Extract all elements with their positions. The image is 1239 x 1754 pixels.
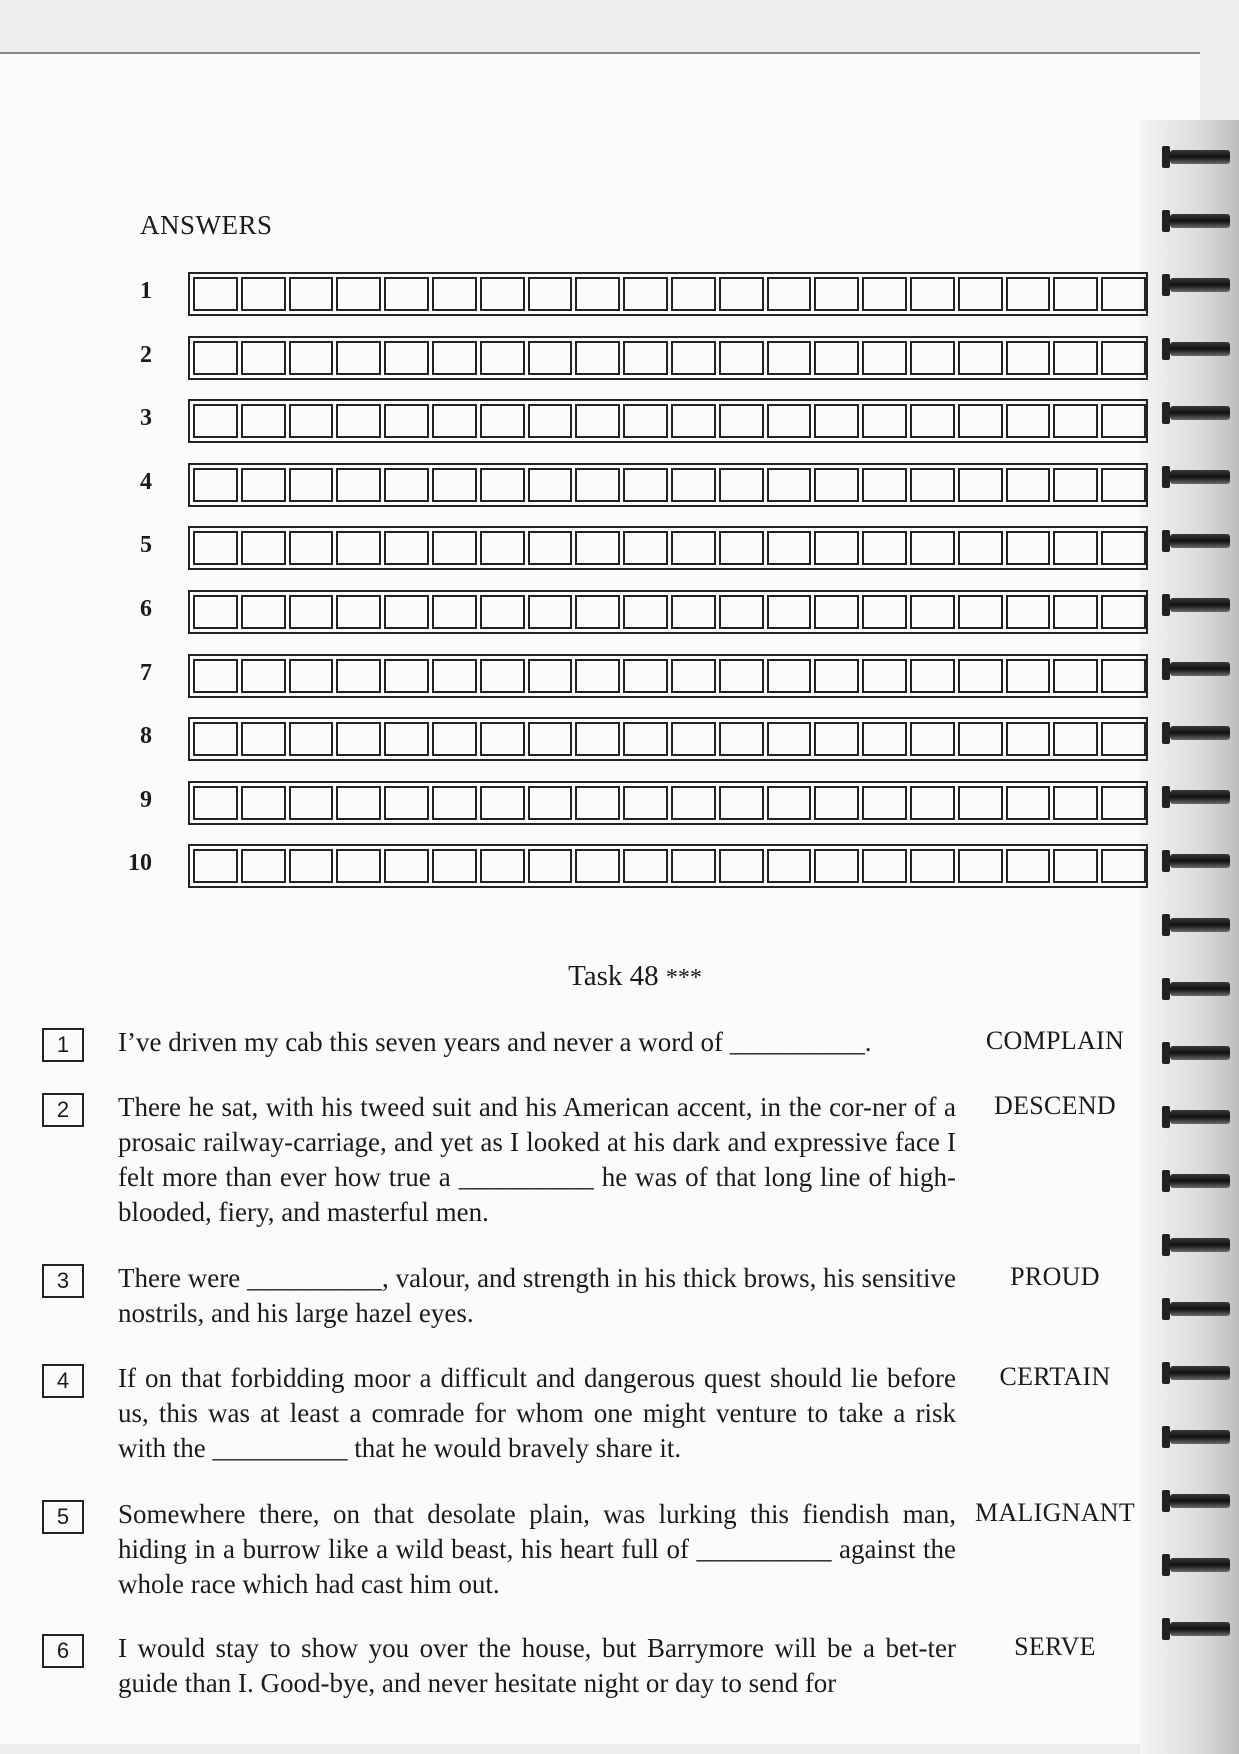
- answer-cell[interactable]: [289, 341, 334, 375]
- answer-cell[interactable]: [671, 404, 716, 438]
- answer-cell[interactable]: [623, 277, 668, 311]
- answer-cell[interactable]: [958, 277, 1003, 311]
- answer-cell[interactable]: [241, 659, 286, 693]
- answer-cell[interactable]: [480, 468, 525, 502]
- answer-cell[interactable]: [193, 404, 238, 438]
- answer-cell[interactable]: [719, 277, 764, 311]
- answer-row-7[interactable]: [188, 654, 1148, 698]
- answer-cell[interactable]: [241, 468, 286, 502]
- answer-cell[interactable]: [1053, 659, 1098, 693]
- answer-cell[interactable]: [623, 722, 668, 756]
- answer-cell[interactable]: [289, 404, 334, 438]
- answer-cell[interactable]: [384, 659, 429, 693]
- answer-cell[interactable]: [814, 659, 859, 693]
- answer-cell[interactable]: [1101, 468, 1146, 502]
- spiral-binding: [1140, 120, 1239, 1754]
- answer-cell[interactable]: [1006, 341, 1051, 375]
- answer-cell[interactable]: [480, 531, 525, 565]
- answer-row-10[interactable]: [188, 844, 1148, 888]
- answer-cell[interactable]: [575, 277, 620, 311]
- answer-cell[interactable]: [480, 341, 525, 375]
- answer-cell[interactable]: [623, 531, 668, 565]
- answer-cell[interactable]: [862, 531, 907, 565]
- answer-cell[interactable]: [958, 341, 1003, 375]
- answer-cell[interactable]: [910, 531, 955, 565]
- answer-cell[interactable]: [767, 468, 812, 502]
- binding-coil: [1170, 726, 1230, 740]
- answer-cell[interactable]: [719, 404, 764, 438]
- binding-coil: [1170, 1046, 1230, 1060]
- answer-cell[interactable]: [528, 849, 573, 883]
- answer-cell[interactable]: [767, 341, 812, 375]
- answer-cell[interactable]: [336, 531, 381, 565]
- binding-coil: [1170, 342, 1230, 356]
- answer-cell[interactable]: [958, 849, 1003, 883]
- answer-cell[interactable]: [1101, 404, 1146, 438]
- answer-cell[interactable]: [432, 786, 477, 820]
- answer-cell[interactable]: [671, 849, 716, 883]
- answer-cell[interactable]: [671, 468, 716, 502]
- answer-cell[interactable]: [241, 277, 286, 311]
- answer-cell[interactable]: [241, 341, 286, 375]
- binding-coil: [1170, 470, 1230, 484]
- answer-cell[interactable]: [1006, 531, 1051, 565]
- answer-row-3[interactable]: [188, 399, 1148, 443]
- answer-cell[interactable]: [958, 531, 1003, 565]
- answer-row-number: 6: [140, 596, 152, 622]
- answer-cell[interactable]: [384, 277, 429, 311]
- item-keyword: CERTAIN: [999, 1362, 1111, 1391]
- answer-cell[interactable]: [862, 722, 907, 756]
- answer-cell[interactable]: [1101, 659, 1146, 693]
- binding-coil: [1170, 1110, 1230, 1124]
- answer-cell[interactable]: [1006, 659, 1051, 693]
- answer-row-6[interactable]: [188, 590, 1148, 634]
- answer-row-number: 3: [140, 405, 152, 432]
- binding-coil: [1170, 598, 1230, 612]
- binding-coil: [1170, 918, 1230, 932]
- answer-cell[interactable]: [1101, 849, 1146, 883]
- answer-row-5[interactable]: [188, 526, 1148, 570]
- item-sentence: There were __________, valour, and strength in his thick brows, his sensitive nostrils, and his large hazel eyes.: [118, 1263, 956, 1328]
- binding-coil: [1170, 1302, 1230, 1316]
- answer-cell[interactable]: [958, 468, 1003, 502]
- answer-cell[interactable]: [1006, 468, 1051, 502]
- answer-cell[interactable]: [384, 531, 429, 565]
- answer-cell[interactable]: [480, 786, 525, 820]
- answer-cell[interactable]: [432, 531, 477, 565]
- item-sentence: I would stay to show you over the house, but Barrymore will be a bet-ter guide than I. Good-bye, and never hesitate night or day to send for: [118, 1633, 956, 1698]
- item-number: 3: [42, 1264, 84, 1298]
- answer-cell[interactable]: [1053, 722, 1098, 756]
- item-keyword: SERVE: [1014, 1632, 1096, 1661]
- answer-cell[interactable]: [528, 404, 573, 438]
- answer-cell[interactable]: [910, 786, 955, 820]
- answer-cell[interactable]: [432, 341, 477, 375]
- answer-cell[interactable]: [1053, 786, 1098, 820]
- answer-row-2[interactable]: [188, 336, 1148, 380]
- answer-cell[interactable]: [1006, 404, 1051, 438]
- answer-cell[interactable]: [719, 849, 764, 883]
- answer-cell[interactable]: [910, 849, 955, 883]
- answer-cell[interactable]: [575, 468, 620, 502]
- answer-cell[interactable]: [289, 595, 334, 629]
- answer-cell[interactable]: [767, 531, 812, 565]
- answer-row-9[interactable]: [188, 781, 1148, 825]
- answer-cell[interactable]: [814, 531, 859, 565]
- answer-cell[interactable]: [289, 277, 334, 311]
- answer-cell[interactable]: [336, 786, 381, 820]
- binding-coil: [1170, 214, 1230, 228]
- answer-cell[interactable]: [623, 595, 668, 629]
- item-number: 5: [42, 1500, 84, 1534]
- answer-cell[interactable]: [1053, 468, 1098, 502]
- binding-coil: [1170, 278, 1230, 292]
- answer-cell[interactable]: [384, 722, 429, 756]
- answer-row-number: 4: [140, 468, 152, 495]
- answer-cell[interactable]: [384, 468, 429, 502]
- binding-coil: [1170, 1558, 1230, 1572]
- answer-cell[interactable]: [432, 468, 477, 502]
- answer-cell[interactable]: [767, 277, 812, 311]
- difficulty-stars: ***: [665, 965, 702, 991]
- binding-coil: [1170, 1238, 1230, 1252]
- item-number: 6: [42, 1634, 84, 1668]
- answer-cell[interactable]: [910, 277, 955, 311]
- answer-cell[interactable]: [241, 722, 286, 756]
- answer-cell[interactable]: [1006, 595, 1051, 629]
- answer-cell[interactable]: [575, 786, 620, 820]
- answer-row-8[interactable]: [188, 717, 1148, 761]
- answer-cell[interactable]: [575, 722, 620, 756]
- answer-cell[interactable]: [862, 404, 907, 438]
- answer-cell[interactable]: [575, 341, 620, 375]
- answer-cell[interactable]: [241, 786, 286, 820]
- answer-cell[interactable]: [336, 468, 381, 502]
- answer-cell[interactable]: [623, 341, 668, 375]
- item-sentence: If on that forbidding moor a difficult and dangerous quest should lie before us, this was at least a comrade for whom one might venture to take a risk with the __________ that he would bravely share it.: [118, 1363, 956, 1463]
- answer-cell[interactable]: [623, 659, 668, 693]
- answer-cell[interactable]: [1101, 341, 1146, 375]
- task-title: [0, 960, 1239, 993]
- answer-cell[interactable]: [336, 341, 381, 375]
- answer-cell[interactable]: [432, 722, 477, 756]
- answer-cell[interactable]: [910, 595, 955, 629]
- answer-cell[interactable]: [1053, 341, 1098, 375]
- answer-cell[interactable]: [575, 849, 620, 883]
- answer-cell[interactable]: [480, 595, 525, 629]
- answer-cell[interactable]: [480, 277, 525, 311]
- answer-cell[interactable]: [384, 595, 429, 629]
- answer-cell[interactable]: [767, 595, 812, 629]
- item-number: 4: [42, 1364, 84, 1398]
- answer-cell[interactable]: [241, 531, 286, 565]
- answer-cell[interactable]: [862, 595, 907, 629]
- answer-cell[interactable]: [767, 659, 812, 693]
- answer-cell[interactable]: [336, 595, 381, 629]
- answer-cell[interactable]: [241, 595, 286, 629]
- answer-cell[interactable]: [958, 404, 1003, 438]
- answer-cell[interactable]: [289, 786, 334, 820]
- answer-cell[interactable]: [719, 786, 764, 820]
- answer-row-number: 5: [140, 532, 152, 559]
- answer-cell[interactable]: [671, 277, 716, 311]
- binding-coil: [1170, 534, 1230, 548]
- answer-cell[interactable]: [575, 595, 620, 629]
- answer-cell[interactable]: [528, 468, 573, 502]
- item-keyword: DESCEND: [994, 1091, 1116, 1120]
- answer-cell[interactable]: [384, 404, 429, 438]
- answer-cell[interactable]: [814, 849, 859, 883]
- answer-cell[interactable]: [958, 786, 1003, 820]
- answer-cell[interactable]: [193, 468, 238, 502]
- answer-cell[interactable]: [528, 786, 573, 820]
- answer-cell[interactable]: [336, 659, 381, 693]
- answer-cell[interactable]: [814, 277, 859, 311]
- binding-coil: [1170, 1430, 1230, 1444]
- answer-cell[interactable]: [719, 341, 764, 375]
- answer-row-number: 9: [140, 786, 152, 813]
- answer-cell[interactable]: [384, 849, 429, 883]
- binding-coil: [1170, 1622, 1230, 1636]
- answer-cell[interactable]: [719, 595, 764, 629]
- answer-cell[interactable]: [336, 722, 381, 756]
- answer-cell[interactable]: [528, 722, 573, 756]
- answer-cell[interactable]: [862, 468, 907, 502]
- answer-cell[interactable]: [384, 786, 429, 820]
- answer-cell[interactable]: [862, 341, 907, 375]
- answer-cell[interactable]: [336, 277, 381, 311]
- answer-cell[interactable]: [910, 341, 955, 375]
- answer-cell[interactable]: [814, 722, 859, 756]
- answer-cell[interactable]: [432, 277, 477, 311]
- answer-cell[interactable]: [241, 849, 286, 883]
- answer-cell[interactable]: [958, 722, 1003, 756]
- answer-cell[interactable]: [814, 404, 859, 438]
- answer-cell[interactable]: [193, 849, 238, 883]
- answer-cell[interactable]: [480, 659, 525, 693]
- answer-cell[interactable]: [910, 659, 955, 693]
- answer-cell[interactable]: [623, 786, 668, 820]
- answer-cell[interactable]: [528, 531, 573, 565]
- answer-cell[interactable]: [1053, 404, 1098, 438]
- answer-cell[interactable]: [336, 849, 381, 883]
- answer-cell[interactable]: [432, 404, 477, 438]
- item-keyword: MALIGNANT: [974, 1498, 1136, 1527]
- answer-cell[interactable]: [1053, 849, 1098, 883]
- binding-coil: [1170, 854, 1230, 868]
- answer-cell[interactable]: [289, 531, 334, 565]
- answer-row-number: 8: [140, 723, 152, 750]
- answer-cell[interactable]: [432, 659, 477, 693]
- answer-cell[interactable]: [289, 849, 334, 883]
- answer-cell[interactable]: [671, 595, 716, 629]
- answer-cell[interactable]: [671, 786, 716, 820]
- answer-cell[interactable]: [671, 531, 716, 565]
- answer-cell[interactable]: [814, 341, 859, 375]
- answer-cell[interactable]: [671, 659, 716, 693]
- answer-cell[interactable]: [958, 595, 1003, 629]
- answer-cell[interactable]: [910, 468, 955, 502]
- answer-cell[interactable]: [1006, 786, 1051, 820]
- answer-cell[interactable]: [1101, 595, 1146, 629]
- answer-cell[interactable]: [910, 404, 955, 438]
- answer-cell[interactable]: [575, 659, 620, 693]
- item-sentence: Somewhere there, on that desolate plain, was lurking this fiendish man, hiding in a burrow like a wild beast, his heart full of __________ against the whole race which had cast him out.: [118, 1499, 956, 1599]
- answer-cell[interactable]: [432, 849, 477, 883]
- answer-cell[interactable]: [193, 531, 238, 565]
- binding-coil: [1170, 790, 1230, 804]
- answer-cell[interactable]: [958, 659, 1003, 693]
- answer-cell[interactable]: [910, 722, 955, 756]
- answer-cell[interactable]: [767, 404, 812, 438]
- answer-cell[interactable]: [719, 722, 764, 756]
- answer-cell[interactable]: [623, 849, 668, 883]
- binding-coil: [1170, 1494, 1230, 1508]
- answer-cell[interactable]: [1101, 277, 1146, 311]
- answer-cell[interactable]: [1006, 849, 1051, 883]
- answer-cell[interactable]: [289, 659, 334, 693]
- answer-cell[interactable]: [528, 341, 573, 375]
- answer-cell[interactable]: [719, 531, 764, 565]
- binding-coil: [1170, 1366, 1230, 1380]
- item-number: 2: [42, 1093, 84, 1127]
- answer-cell[interactable]: [480, 404, 525, 438]
- answer-cell[interactable]: [862, 786, 907, 820]
- answer-cell[interactable]: [862, 277, 907, 311]
- answer-cell[interactable]: [432, 595, 477, 629]
- answer-cell[interactable]: [289, 468, 334, 502]
- binding-coil: [1170, 150, 1230, 164]
- answer-row-number: 10: [128, 850, 152, 877]
- binding-coil: [1170, 662, 1230, 676]
- answer-cell[interactable]: [719, 468, 764, 502]
- answer-cell[interactable]: [671, 341, 716, 375]
- answer-cell[interactable]: [480, 722, 525, 756]
- answer-row-number: 7: [140, 659, 152, 686]
- answers-heading: ANSWERS: [140, 210, 273, 240]
- answer-cell[interactable]: [528, 595, 573, 629]
- answer-cell[interactable]: [671, 722, 716, 756]
- answer-cell[interactable]: [1053, 531, 1098, 565]
- item-number: 1: [42, 1028, 84, 1062]
- answer-cell[interactable]: [193, 722, 238, 756]
- answer-cell[interactable]: [193, 659, 238, 693]
- answer-cell[interactable]: [289, 722, 334, 756]
- answer-cell[interactable]: [193, 341, 238, 375]
- answer-row-number: 1: [140, 278, 152, 304]
- answer-cell[interactable]: [814, 786, 859, 820]
- answer-cell[interactable]: [1101, 531, 1146, 565]
- item-sentence: There he sat, with his tweed suit and his American accent, in the cor-ner of a prosaic railway-carriage, and yet as I looked at his dark and expressive face I felt more than ever how true a __________ he was of that long line of high-blooded, fiery, and masterful men.: [118, 1092, 956, 1227]
- answer-cell[interactable]: [862, 659, 907, 693]
- answer-cell[interactable]: [767, 786, 812, 820]
- answer-cell[interactable]: [193, 277, 238, 311]
- item-keyword: PROUD: [1010, 1262, 1100, 1291]
- answer-cell[interactable]: [336, 404, 381, 438]
- answer-cell[interactable]: [1053, 277, 1098, 311]
- answer-row-number: 2: [140, 341, 152, 368]
- answer-cell[interactable]: [480, 849, 525, 883]
- answer-cell[interactable]: [1006, 277, 1051, 311]
- answer-row-4[interactable]: [188, 463, 1148, 507]
- answer-cell[interactable]: [193, 595, 238, 629]
- answer-cell[interactable]: [384, 341, 429, 375]
- answer-cell[interactable]: [528, 277, 573, 311]
- binding-coil: [1170, 1174, 1230, 1188]
- answer-cell[interactable]: [575, 531, 620, 565]
- item-keyword: COMPLAIN: [985, 1026, 1125, 1055]
- binding-coil: [1170, 406, 1230, 420]
- answer-cell[interactable]: [1101, 786, 1146, 820]
- answer-row-1[interactable]: [188, 272, 1148, 316]
- answer-cell[interactable]: [623, 404, 668, 438]
- answer-cell[interactable]: [623, 468, 668, 502]
- answer-cell[interactable]: [814, 595, 859, 629]
- answer-cell[interactable]: [241, 404, 286, 438]
- task-title-text: Task 48: [568, 960, 659, 992]
- answer-cell[interactable]: [1101, 722, 1146, 756]
- answer-cell[interactable]: [862, 849, 907, 883]
- answer-cell[interactable]: [814, 468, 859, 502]
- answer-cell[interactable]: [528, 659, 573, 693]
- answer-cell[interactable]: [767, 849, 812, 883]
- item-sentence: I’ve driven my cab this seven years and never a word of __________.: [118, 1027, 872, 1057]
- answer-cell[interactable]: [575, 404, 620, 438]
- answer-cell[interactable]: [1006, 722, 1051, 756]
- answer-cell[interactable]: [193, 786, 238, 820]
- answer-cell[interactable]: [767, 722, 812, 756]
- answer-cell[interactable]: [1053, 595, 1098, 629]
- answer-cell[interactable]: [719, 659, 764, 693]
